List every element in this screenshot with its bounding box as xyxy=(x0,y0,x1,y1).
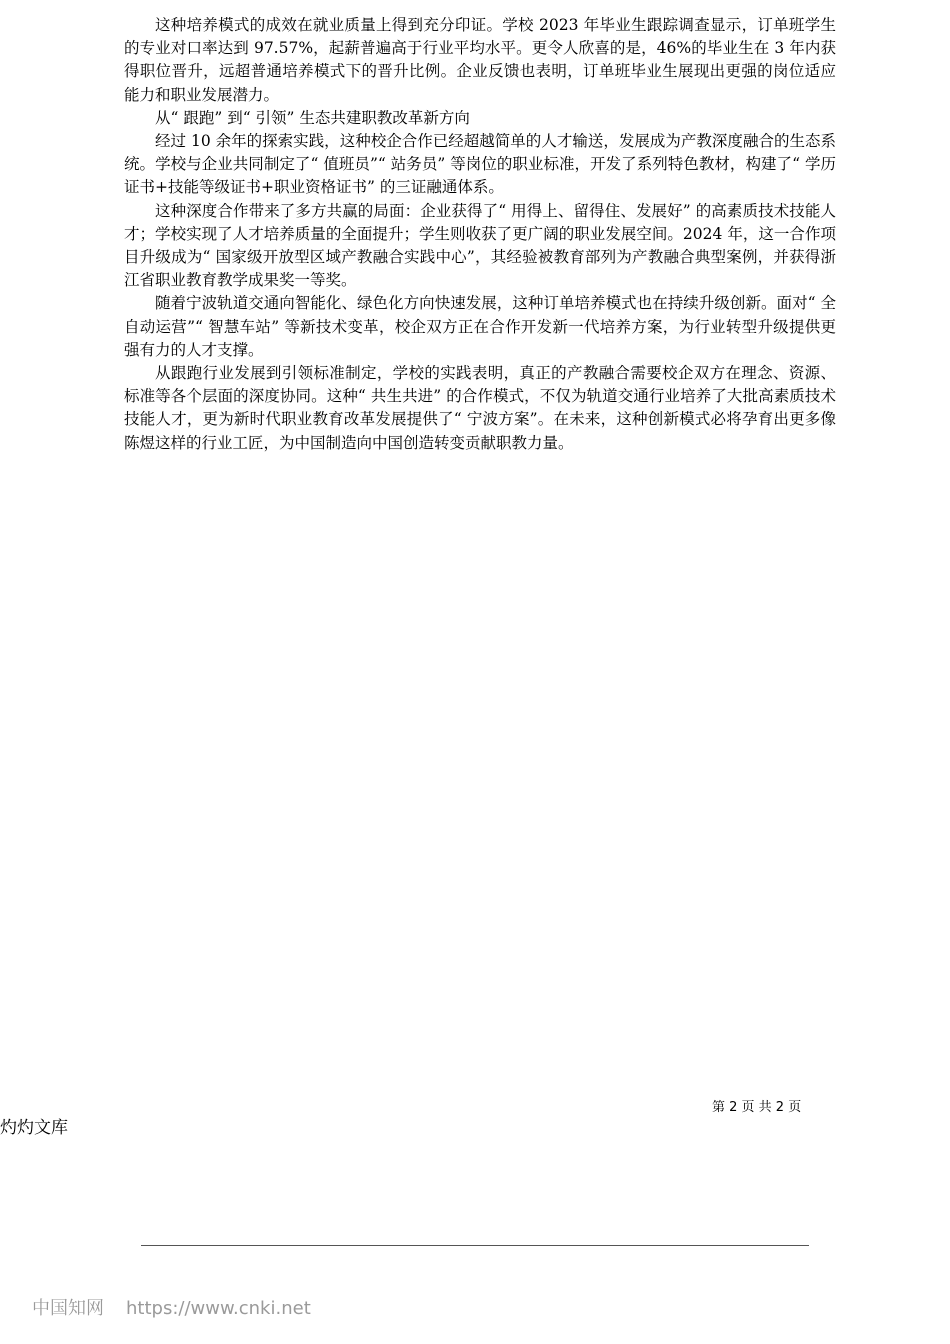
footer-url[interactable]: https://www.cnki.net xyxy=(126,1298,311,1319)
footer-watermark xyxy=(32,1294,311,1320)
section-heading: 从“ 跟跑” 到“ 引领” 生态共建职教改革新方向 xyxy=(155,108,470,127)
article-paragraph: 从跟跑行业发展到引领标准制定，学校的实践表明，真正的产教融合需要校企双方在理念、资源、标准等各个层面的深度协同。这种“ 共生共进” 的合作模式，不仅为轨道交通行业培养了大批高素质技术技能人才，更为新时代职业教育改革发展提供了“ 宁波方案”。在未来，这种创新模式必将孕育出更多像陈煜这样的行业工匠，为中国制造向中国创造转变贡献职教力量。 xyxy=(124,364,836,452)
library-name: 灼灼文库 xyxy=(0,1118,68,1138)
article-body xyxy=(124,14,836,455)
article-paragraph: 这种深度合作带来了多方共赢的局面：企业获得了“ 用得上、留得住、发展好” 的高素质技术技能人才；学校实现了人才培养质量的全面提升；学生则收获了更广阔的职业发展空间。2024 年，这一合作项目升级成为“ 国家级开放型区域产教融合实践中心”，其经验被教育部列为产教融合典型案例，并获得浙江省职业教育教学成果奖一等奖。 xyxy=(124,201,836,290)
page-number: 第 2 页 共 2 页 xyxy=(712,1100,802,1115)
article-paragraph: 随着宁波轨道交通向智能化、绿色化方向快速发展，这种订单培养模式也在持续升级创新。面对“ 全自动运营”“ 智慧车站” 等新技术变革，校企双方正在合作开发新一代培养方案，为行业转型升级提供更强有力的人才支撑。 xyxy=(124,294,836,359)
footer-divider xyxy=(141,1245,809,1246)
article-paragraph: 经过 10 余年的探索实践，这种校企合作已经超越简单的人才输送，发展成为产教深度融合的生态系统。学校与企业共同制定了“ 值班员”“ 站务员” 等岗位的职业标准，开发了系列特色教材，构建了“ 学历证书+技能等级证书+职业资格证书” 的三证融通体系。 xyxy=(124,132,836,197)
footer-brand: 中国知网 xyxy=(32,1298,104,1319)
article-paragraph: 这种培养模式的成效在就业质量上得到充分印证。学校 2023 年毕业生跟踪调查显示，订单班学生的专业对口率达到 97.57%，起薪普遍高于行业平均水平。更令人欣喜的是，46%的毕业生在 3 年内获得职位晋升，远超普通培养模式下的晋升比例。企业反馈也表明，订单班毕业生展现出更强的岗位适应能力和职业发展潜力。 xyxy=(124,16,836,104)
